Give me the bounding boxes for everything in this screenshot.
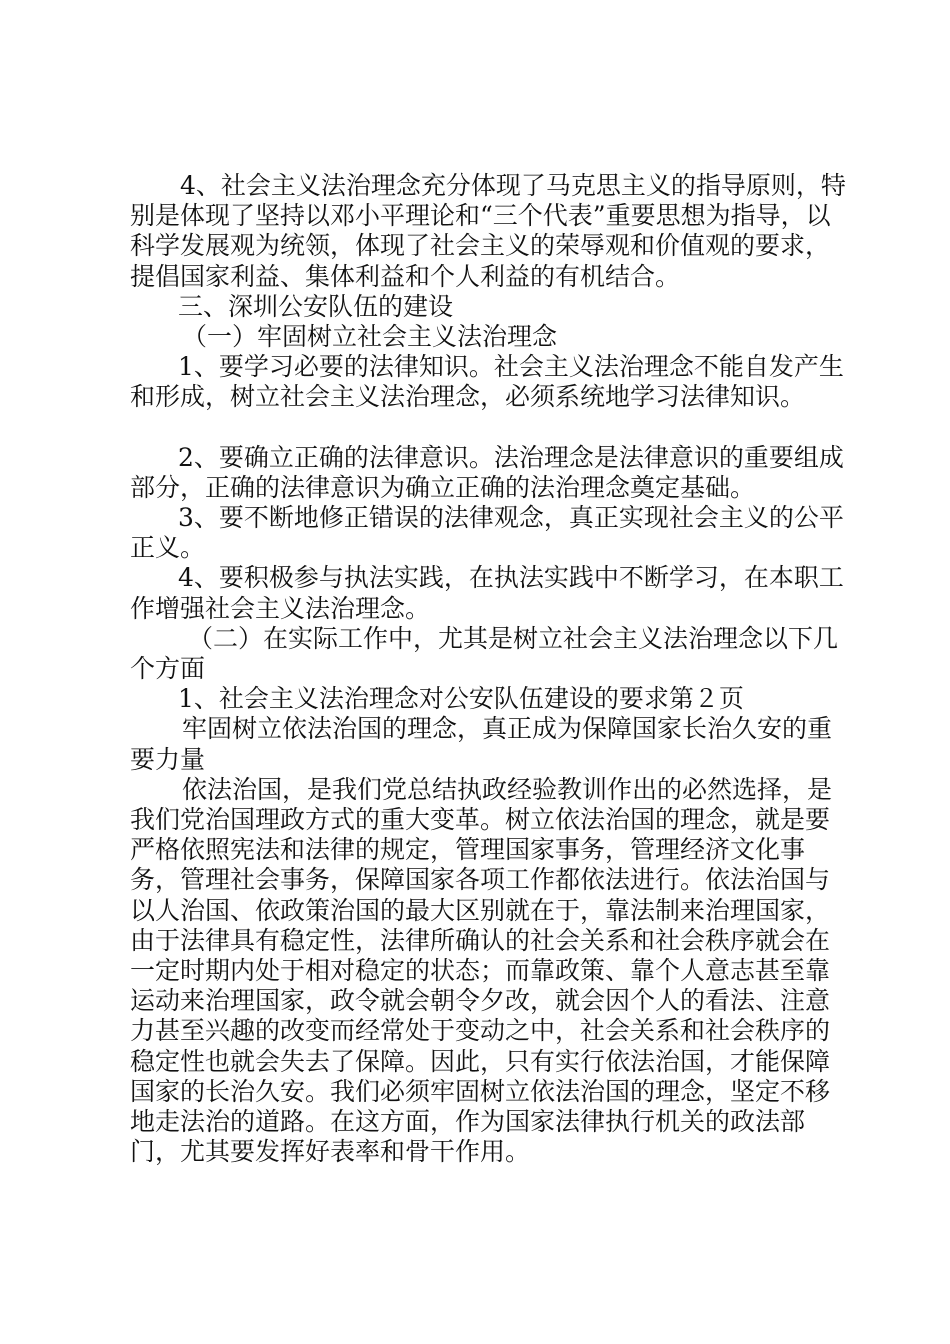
paragraph-item-1: 1、要学习必要的法律知识。社会主义法治理念不能自发产生和形成，树立社会主义法治理念，必须系统地学习法律知识。 <box>130 352 844 412</box>
paragraph-item-3: 3、要不断地修正错误的法律观念，真正实现社会主义的公平正义。 <box>130 503 844 563</box>
paragraph-heading-rule-of-law: 牢固树立依法治国的理念，真正成为保障国家长治久安的重要力量 <box>130 714 833 774</box>
document-body <box>130 171 850 1168</box>
section-heading-3: 三、深圳公安队伍的建设 <box>178 291 454 321</box>
paragraph-item-4: 4、要积极参与执法实践，在执法实践中不断学习，在本职工作增强社会主义法治理念。 <box>130 563 844 623</box>
paragraph-item-2: 2、要确立正确的法律意识。法治理念是法律意识的重要组成部分，正确的法律意识为确立正确的法治理念奠定基础。 <box>130 442 844 502</box>
paragraph-principle-4: 4、社会主义法治理念充分体现了马克思主义的指导原则，特别是体现了坚持以邓小平理论和“三个代表”重要思想为指导，以科学发展观为统领，体现了社会主义的荣辱观和价值观的要求，提倡国家利益、集体利益和个人利益的有机结合。 <box>130 171 846 291</box>
paragraph-rule-of-law-body: 依法治国，是我们党总结执政经验教训作出的必然选择，是我们党治国理政方式的重大变革。树立依法治国的理念，就是要严格依照宪法和法律的规定，管理国家事务，管理经济文化事务，管理社会事务，保障国家各项工作都依法进行。依法治国与以人治国、依政策治国的最大区别就在于，靠法制来治理国家，由于法律具有稳定性，法律所确认的社会关系和社会秩序就会在一定时期内处于相对稳定的状态；而靠政策、靠个人意志甚至靠运动来治理国家，政令就会朝令夕改，就会因个人的看法、注意力甚至兴趣的改变而经常处于变动之中，社会关系和社会秩序的稳定性也就会失去了保障。因此，只有实行依法治国，才能保障国家的长治久安。我们必须牢固树立依法治国的理念，坚定不移地走法治的道路。在这方面，作为国家法律执行机关的政法部门，尤其要发挥好表率和骨干作用。 <box>130 774 833 1167</box>
subsection-heading-2: （二）在实际工作中，尤其是树立社会主义法治理念以下几个方面 <box>130 623 839 684</box>
paragraph-requirement-1: 1、社会主义法治理念对公安队伍建设的要求第２页 <box>178 684 744 714</box>
paragraph-gap <box>130 413 850 443</box>
subsection-heading-1: （一）牢固树立社会主义法治理念 <box>182 322 558 352</box>
